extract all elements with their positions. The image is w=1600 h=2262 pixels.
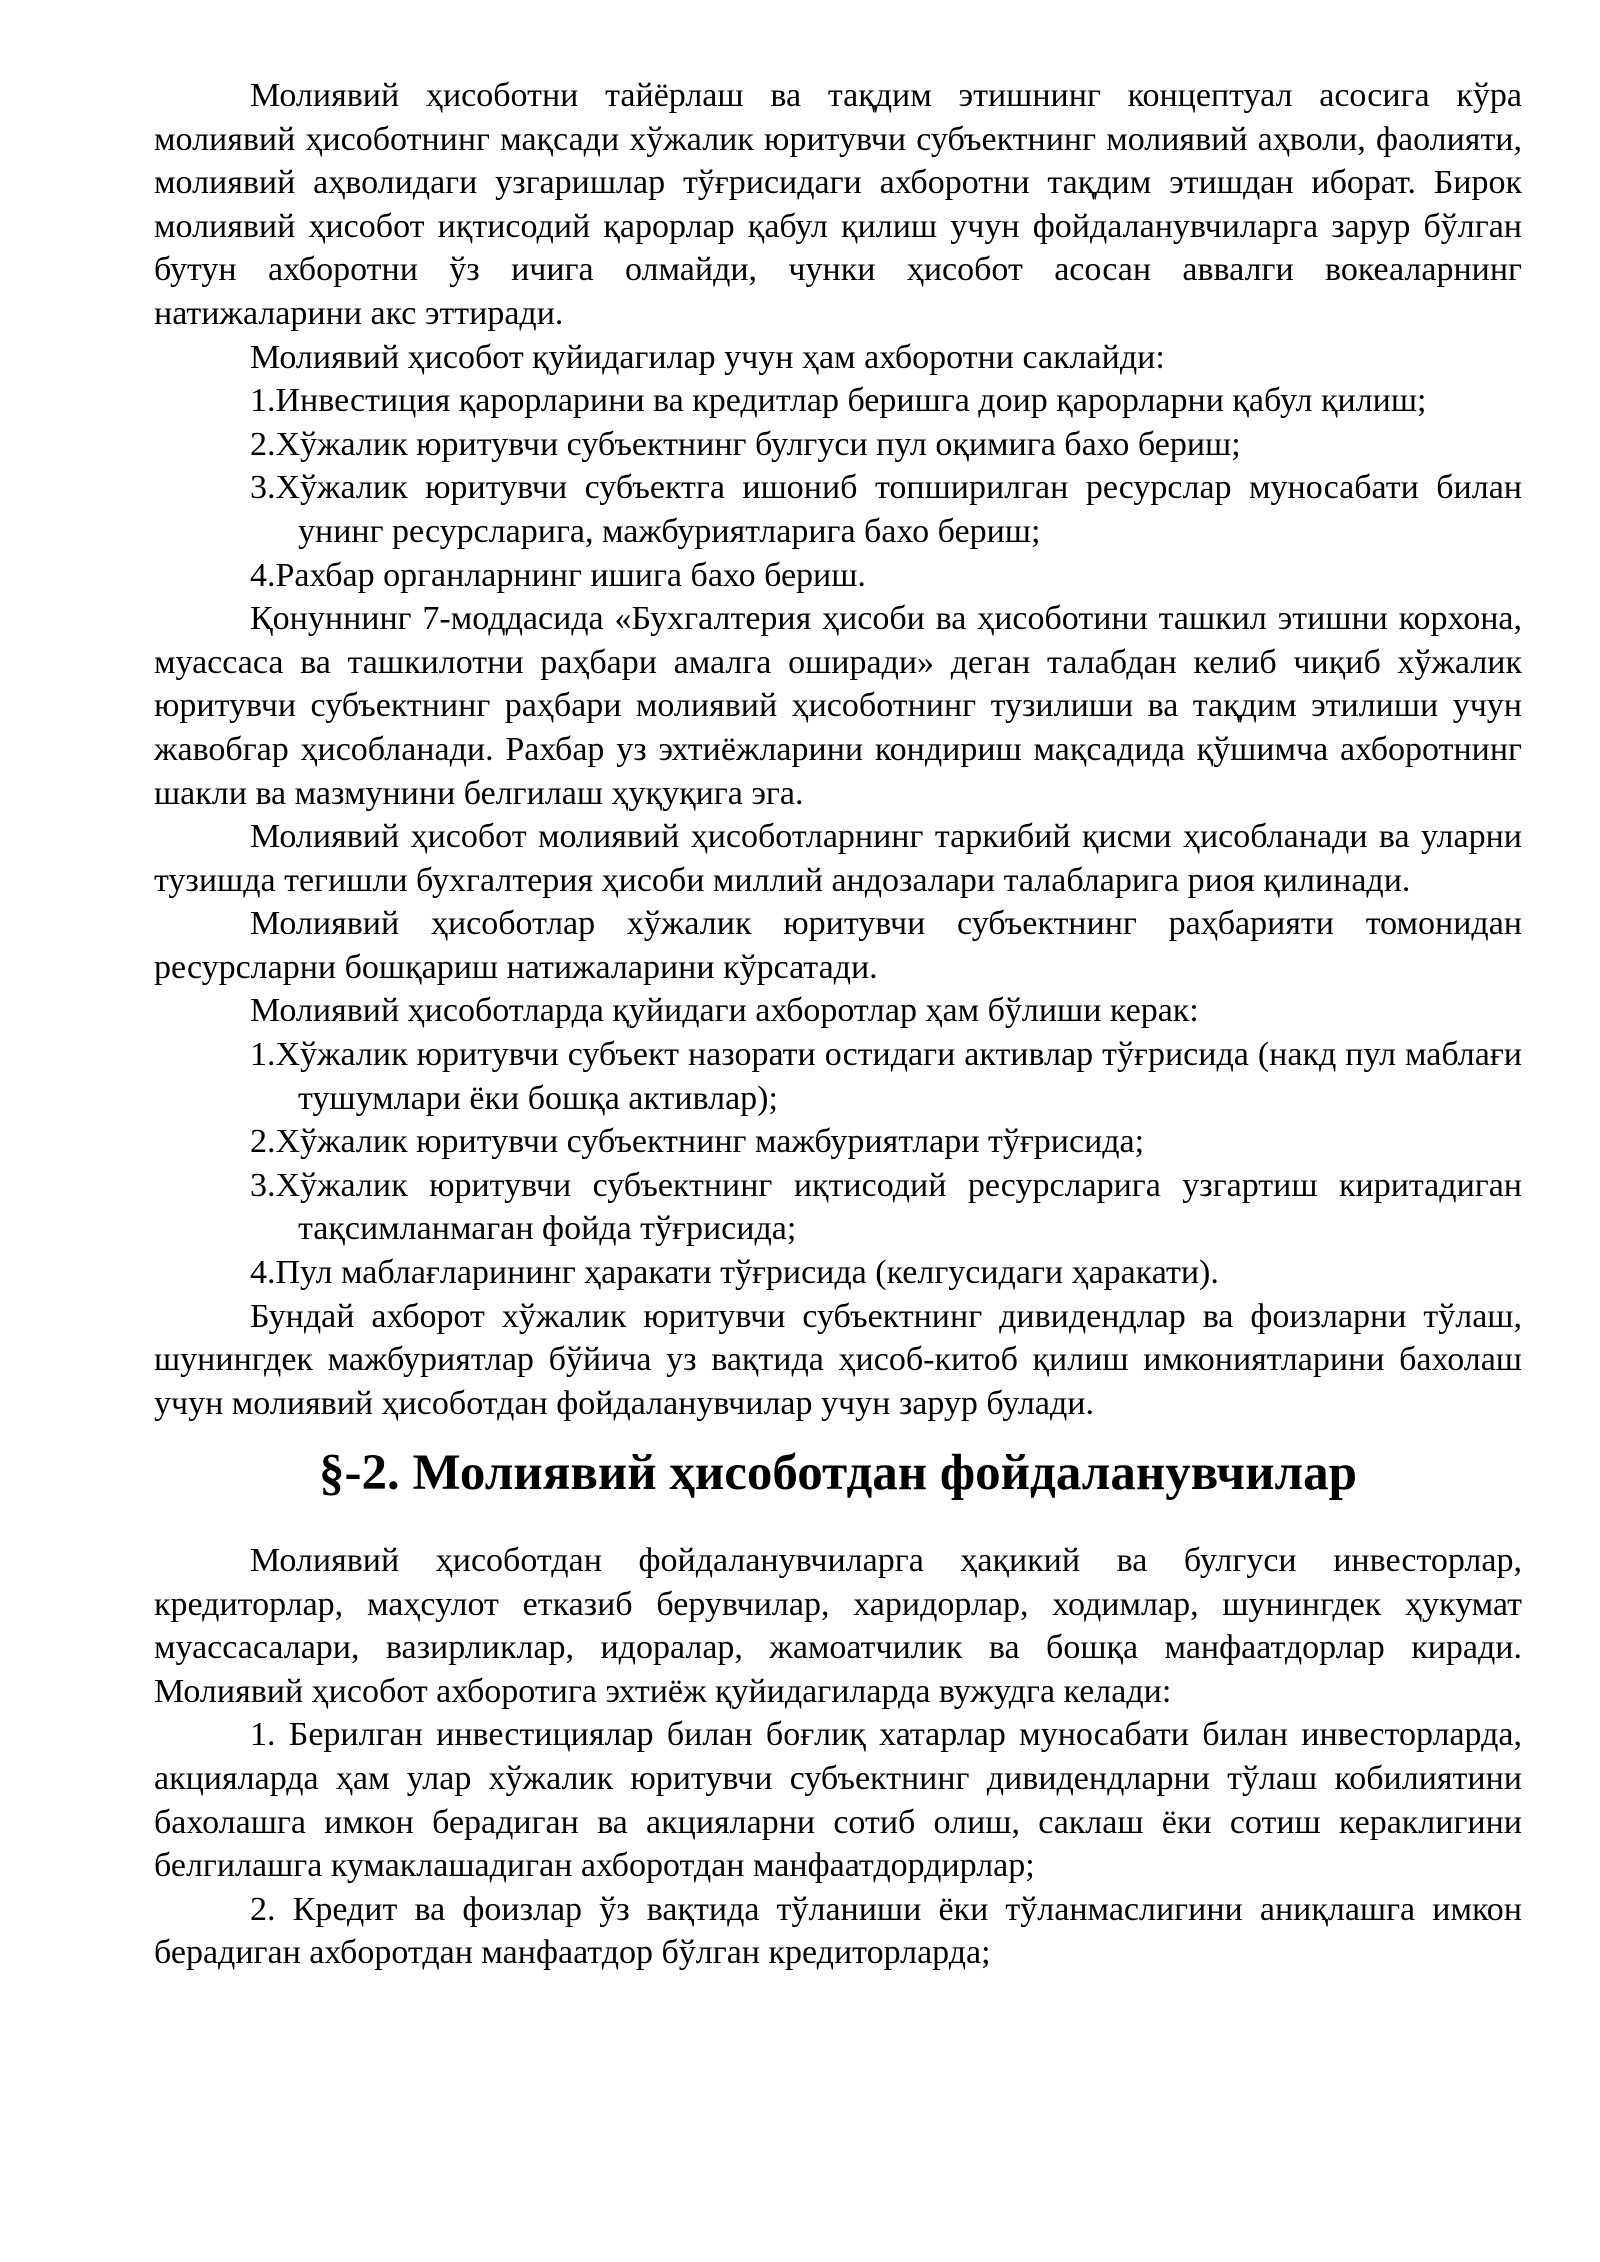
list-item: 1.Инвестиция қарорларини ва кредитлар беришга доир қарорларни қабул қилиш; — [250, 382, 1427, 420]
list-item: 1.Хўжалик юритувчи субъект назорати остидаги активлар тўғрисида (накд пул маблағи тушумлари ёки бошқа активлар); — [250, 1036, 1522, 1117]
paragraph-list-intro: Молиявий ҳисоботларда қуйидаги ахборотлар ҳам бўлиши керак: — [250, 992, 1199, 1030]
list-item: 4.Пул маблағларининг ҳаракати тўғрисида (келгусидаги ҳаракати). — [250, 1254, 1219, 1292]
paragraph-investors: 1. Берилган инвестициялар билан боғлиқ хатарлар муносабати билан инвесторларда, акцияларда ҳам улар хўжалик юритувчи субъектнинг дивидендларни тўлаш кобилиятини бахолашга имкон берадиган ва акцияларни сотиб олиш, саклаш ёки сотиш кераклигини белгилашга кумаклашадиган ахборотдан манфаатдордирлар; — [154, 1716, 1522, 1885]
paragraph-users: Молиявий ҳисоботдан фойдаланувчиларга ҳақикий ва булгуси инвесторлар, кредиторлар, маҳсулот етказиб берувчилар, харидорлар, ходимлар, шунингдек ҳукумат муассасалари, вазирликлар, идоралар, жамоатчилик ва бошқа манфаатдорлар киради. Молиявий ҳисобот ахборотига эхтиёж қуйидагиларда вужудга келади: — [154, 1542, 1522, 1710]
list-item: 4.Рахбар органларнинг ишига бахо бериш. — [250, 556, 866, 594]
list-item: 3.Хўжалик юритувчи субъектга ишониб топширилган ресурслар муносабати билан унинг ресурсларига, мажбуриятларига бахо бериш; — [250, 469, 1522, 550]
information-list — [154, 1033, 1522, 1295]
paragraph-dividends: Бундай ахборот хўжалик юритувчи субъектнинг дивидендлар ва фоизларни тўлаш, шунингдек мажбуриятлар бўйича уз вақтида ҳисоб-китоб қилиш имкониятларини бахолаш учун молиявий ҳисоботдан фойдаланувчилар учун зарур булади. — [154, 1297, 1522, 1422]
paragraph-list-intro: Молиявий ҳисобот қуйидагилар учун ҳам ахборотни саклайди: — [250, 338, 1165, 376]
paragraph-financial-reporting-purpose: Молиявий ҳисоботни тайёрлаш ва тақдим этишнинг концептуал асосига кўра молиявий ҳисоботнинг мақсади хўжалик юритувчи субъектнинг молиявий аҳволи, фаолияти, молиявий аҳволидаги узгаришлар тўғрисидаги ахборотни тақдим этишдан иборат. Бирок молиявий ҳисобот иқтисодий қарорлар қабул қилиш учун фойдаланувчиларга зарур бўлган бутун ахборотни ўз ичига олмайди, чунки ҳисобот асосан аввалги вокеаларнинг натижаларини акс эттиради. — [154, 77, 1522, 332]
paragraph-management-results: Молиявий ҳисоботлар хўжалик юритувчи субъектнинг раҳбарияти томонидан ресурсларни бошқариш натижаларини кўрсатади. — [154, 905, 1522, 986]
purpose-list — [154, 379, 1522, 597]
paragraph-law-article-7: Қонуннинг 7-моддасида «Бухгалтерия ҳисоби ва ҳисоботини ташкил этишни корхона, муассаса ва ташкилотни раҳбари амалга оширади» деган талабдан келиб чиқиб хўжалик юритувчи субъектнинг раҳбари молиявий ҳисоботнинг тузилиши ва тақдим этилиши учун жавобгар ҳисобланади. Рахбар уз эхтиёжларини кондириш мақсадида қўшимча ахборотнинг шакли ва мазмунини белгилаш ҳуқуқига эга. — [154, 600, 1522, 812]
list-item: 3.Хўжалик юритувчи субъектнинг иқтисодий ресурсларига узгартиш киритадиган тақсимланмаган фойда тўғрисида; — [250, 1166, 1522, 1248]
list-item: 2.Хўжалик юритувчи субъектнинг булгуси пул оқимига бахо бериш; — [250, 425, 1241, 463]
list-item: 2.Хўжалик юритувчи субъектнинг мажбуриятлари тўғрисида; — [250, 1123, 1145, 1161]
paragraph-creditors: 2. Кредит ва фоизлар ўз вақтида тўланиши ёки тўланмаслигини аниқлашга имкон берадиган ахборотдан манфаатдор бўлган кредиторларда; — [154, 1890, 1522, 1972]
section-heading: §-2. Молиявий ҳисоботдан фойдаланувчилар — [318, 1445, 1358, 1502]
paragraph-component-part: Молиявий ҳисобот молиявий ҳисоботларнинг таркибий қисми ҳисобланади ва уларни тузишда тегишли бухгалтерия ҳисоби миллий андозалари талабларига риоя қилинади. — [154, 818, 1522, 899]
